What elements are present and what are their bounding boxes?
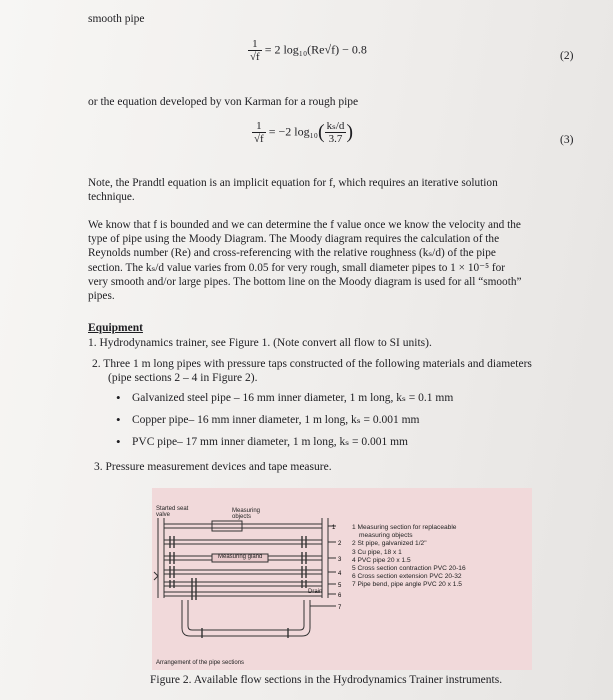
- equipment-item-2: 2. Three 1 m long pipes with pressure taps constructed of the following materials and diameters: [92, 358, 532, 370]
- smooth-pipe-label: smooth pipe: [88, 13, 145, 25]
- paragraph-line: very smooth and/or large pipes. The bottom line on the Moody diagram is used for all “smooth”: [88, 275, 522, 288]
- equipment-item-3: 3. Pressure measurement devices and tape measure.: [94, 461, 332, 473]
- material-bullet: [116, 391, 566, 413]
- legend-item: 5 Cross section contraction PVC 20-16: [352, 565, 466, 573]
- figure-caption: Figure 2. Available flow sections in the Hydrodynamics Trainer instruments.: [150, 674, 503, 686]
- label-line: Measuring: [232, 508, 261, 514]
- equation-2: [248, 38, 367, 63]
- moody-paragraph: [88, 218, 593, 303]
- legend-item: 6 Cross section extension PVC 20-32: [352, 573, 462, 581]
- legend-item: 1 Measuring section for replaceable: [352, 524, 457, 531]
- label-line: valve: [156, 512, 171, 518]
- eq3-prefix: = −2 log₁₀: [268, 124, 318, 139]
- equation-3: $\frac{1}{√f}$ = −2 log₁₀( $\frac{\text{kₛ/d}}{3.7}$ ): [254, 120, 354, 145]
- measuring-gland-label: Measuring gland: [218, 554, 263, 560]
- eq3-inner-denominator: 3.7: [328, 133, 343, 145]
- paragraph-line: Reynolds number (Re) and cross-referencing with the relative roughness (kₛ/d) of the pipe: [88, 247, 496, 260]
- bullet-text: Galvanized steel pipe – 16 mm inner diameter, 1 m long, kₛ = 0.1 mm: [132, 392, 454, 404]
- legend-item: 3 Cu pipe, 18 x 1: [352, 548, 402, 556]
- pipe-number: 3: [338, 557, 342, 563]
- figure-legend: [352, 524, 466, 590]
- note-line: Note, the Prandtl equation is an implicit equation for f, which requires an iterative solution: [88, 177, 498, 189]
- paragraph-line: We know that f is bounded and we can determine the f value once we know the velocity and the: [88, 219, 521, 231]
- material-bullet: [116, 435, 566, 457]
- measuring-objects-label: [232, 508, 260, 520]
- eq2-rhs: = 2 log₁₀(Re√f) − 0.8: [264, 42, 367, 57]
- note-line: technique.: [88, 191, 135, 204]
- bullet-dot: •: [116, 412, 121, 427]
- bullet-text: PVC pipe– 17 mm inner diameter, 1 m long, kₛ = 0.001 mm: [132, 436, 408, 448]
- label-line: Started seat: [156, 506, 189, 512]
- prandtl-note: [88, 176, 588, 204]
- pipe-number: 6: [338, 593, 342, 599]
- karman-intro: or the equation developed by von Karman for a rough pipe: [88, 96, 359, 108]
- material-bullet: [116, 413, 566, 435]
- equation-2-number: (2): [560, 50, 574, 62]
- pipe-number: 5: [338, 583, 342, 589]
- pipe-number: 7: [338, 605, 342, 611]
- material-bullet-list: [116, 391, 566, 457]
- equipment-heading: Equipment: [88, 322, 143, 334]
- pipe-number: 1: [332, 525, 336, 531]
- pipe-diagram: [152, 488, 532, 670]
- label-line: objects: [232, 514, 252, 520]
- pipe-sections-figure: [152, 488, 532, 670]
- bullet-dot: •: [116, 434, 121, 449]
- paragraph-line: type of pipe using the Moody Diagram. The Moody diagram requires the calculation of the: [88, 233, 500, 246]
- started-seat-valve-label: [156, 506, 188, 518]
- bullet-text: Copper pipe– 16 mm inner diameter, 1 m long, kₛ = 0.001 mm: [132, 414, 420, 426]
- equation-3-number: (3): [560, 134, 574, 146]
- legend-item: 7 Pipe bend, pipe angle PVC 20 x 1.5: [352, 581, 462, 589]
- pipe-number: 2: [338, 541, 342, 547]
- legend-item: 4 PVC pipe 20 x 1.5: [352, 556, 411, 564]
- eq2-denominator: √f: [250, 51, 260, 63]
- drain-label: Drain: [308, 589, 323, 595]
- eq3-numerator: 1: [252, 120, 266, 133]
- eq3-inner-numerator: kₛ/d: [326, 120, 345, 132]
- eq3-denominator: √f: [254, 133, 264, 145]
- eq2-numerator: 1: [248, 38, 262, 51]
- pipe-number: 4: [338, 571, 342, 577]
- bullet-dot: •: [116, 390, 121, 405]
- legend-item: measuring objects: [359, 532, 413, 540]
- arrangement-label: Arrangement of the pipe sections: [156, 660, 245, 666]
- paragraph-line: section. The kₛ/d value varies from 0.05 for very rough, small diameter pipes to 1 × 10⁻⁵ for: [88, 261, 506, 274]
- equipment-item-2-continued: (pipe sections 2 – 4 in Figure 2).: [108, 372, 258, 384]
- legend-item: 2 St pipe, galvanized 1/2": [352, 540, 427, 548]
- equipment-item-1: 1. Hydrodynamics trainer, see Figure 1. (Note convert all flow to SI units).: [88, 337, 432, 349]
- paragraph-line: pipes.: [88, 290, 115, 303]
